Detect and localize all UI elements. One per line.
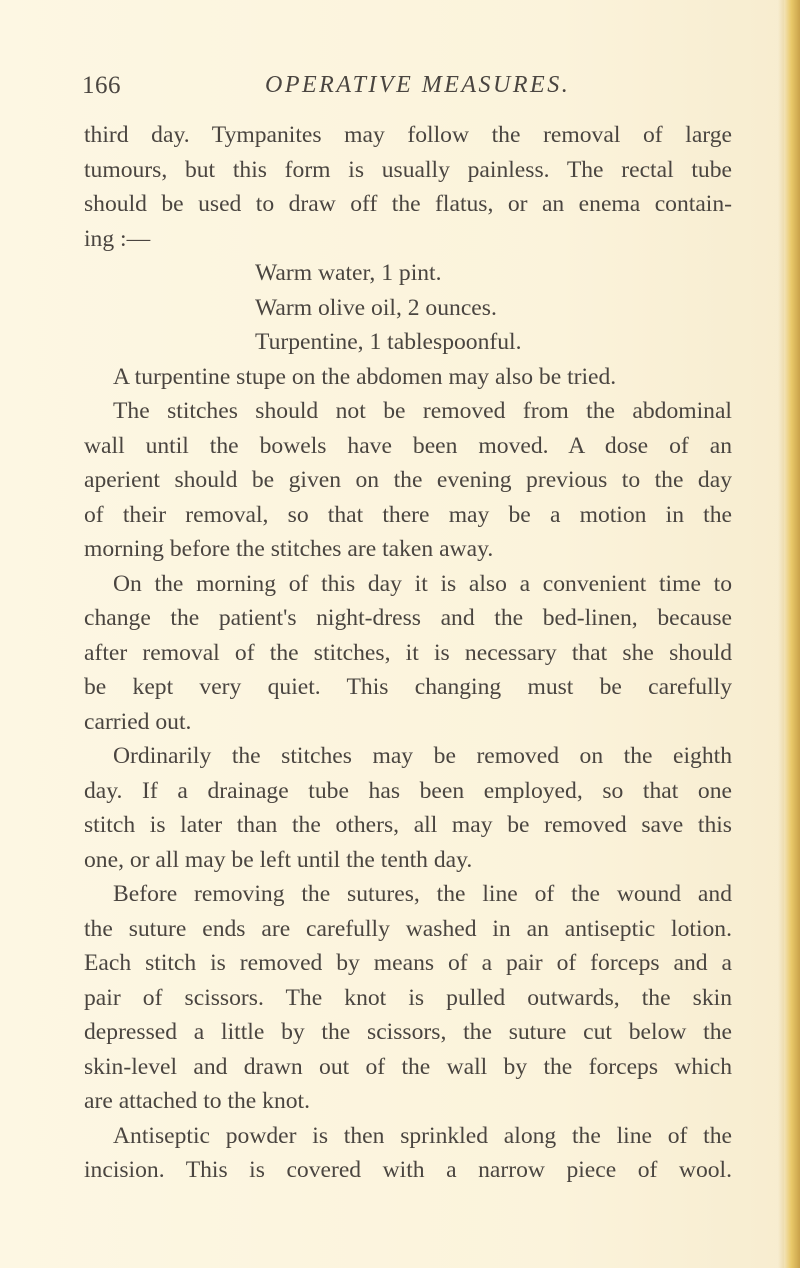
text-line: one, or all may be left until the tenth day. [84, 846, 473, 873]
text-line: carried out. [84, 708, 192, 735]
recipe-item: Warm water, 1 pint. [255, 260, 442, 286]
text-line: Ordinarily the stitches may be removed on the eighth [113, 743, 732, 769]
recipe-item: Warm olive oil, 2 ounces. [255, 294, 497, 321]
text-line: are attached to the knot. [84, 1088, 311, 1114]
recipe-item: Turpentine, 1 tablespoonful. [255, 329, 522, 355]
text-line: day. If a drainage tube has been employed, so that one [84, 777, 732, 804]
text-line: Before removing the sutures, the line of the wound and [113, 881, 732, 907]
text-line: should be used to draw off the flatus, or an enema contain- [84, 191, 732, 217]
text-line: The stitches should not be removed from the abdominal [113, 398, 732, 424]
text-line: ing :— [84, 225, 151, 252]
text-line: tumours, but this form is usually painless. The rectal tube [84, 156, 732, 183]
text-line: incision. This is covered with a narrow piece of wool. [84, 1157, 732, 1183]
text-line: depressed a little by the scissors, the suture cut below the [84, 1019, 732, 1045]
text-line: be kept very quiet. This changing must be carefully [84, 674, 732, 700]
text-line: Antiseptic powder is then sprinkled along the line of the [113, 1122, 732, 1149]
text-line: change the patient's night-dress and the bed-linen, because [84, 605, 732, 631]
page-edge [784, 0, 800, 1268]
text-line: pair of scissors. The knot is pulled outwards, the skin [84, 984, 732, 1011]
page-header [0, 72, 800, 108]
text-line: skin-level and drawn out of the wall by the forceps which [84, 1053, 732, 1080]
text-line: stitch is later than the others, all may be removed save this [84, 812, 732, 838]
text-line: of their removal, so that there may be a motion in the [84, 501, 732, 528]
text-line: morning before the stitches are taken away. [84, 536, 494, 562]
body-text [84, 118, 732, 1188]
text-line: A turpentine stupe on the abdomen may also be tried. [113, 363, 617, 390]
text-line: wall until the bowels have been moved. A dose of an [84, 432, 732, 459]
text-line: Each stitch is removed by means of a pair of forceps and a [84, 950, 732, 976]
running-title: OPERATIVE MEASURES. [265, 72, 571, 98]
text-line: aperient should be given on the evening previous to the day [84, 467, 732, 493]
text-line: after removal of the stitches, it is necessary that she should [84, 639, 732, 666]
text-line: On the morning of this day it is also a convenient time to [113, 570, 732, 597]
text-line: the suture ends are carefully washed in an antiseptic lotion. [84, 915, 732, 942]
text-line: third day. Tympanites may follow the removal of large [84, 122, 732, 148]
page-number: 166 [82, 72, 121, 99]
